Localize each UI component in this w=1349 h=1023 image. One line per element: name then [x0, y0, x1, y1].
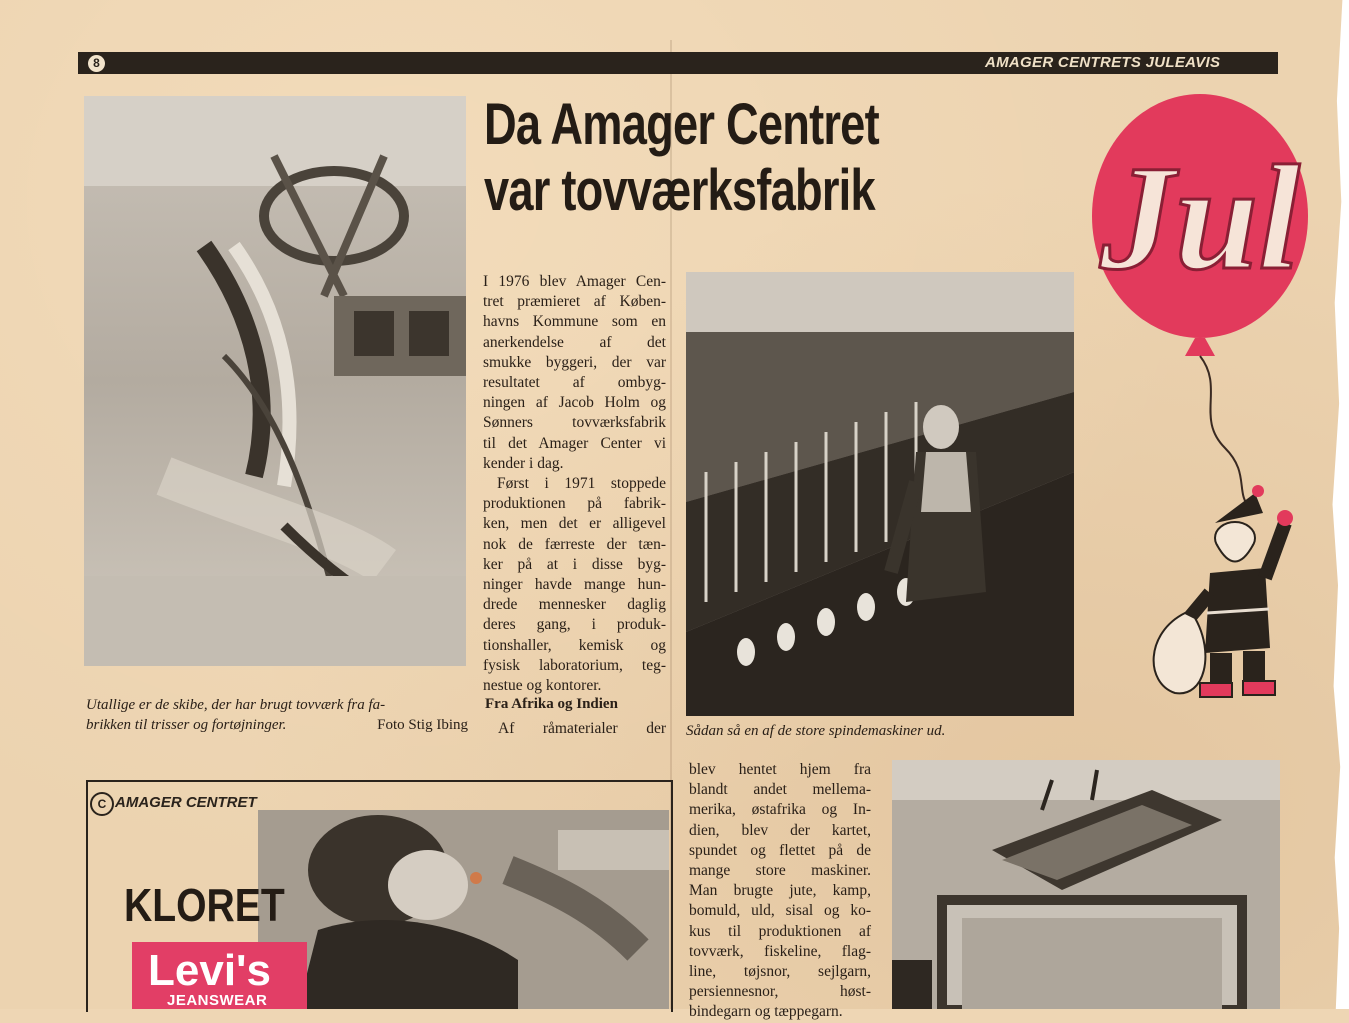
advert-headline: KLORET [124, 879, 285, 931]
article-line: blandt andet mellema- [689, 781, 871, 799]
levis-logo-box [132, 942, 307, 1009]
article-line: nestue og kontorer. [483, 677, 602, 695]
spinning-machine-photo [686, 272, 1074, 716]
headline-line-1: Da Amager Centret [484, 92, 879, 157]
article-column-1 [483, 272, 666, 696]
article-line: bomuld, uld, sisal og ko- [689, 902, 871, 920]
rope-ship-photo [84, 96, 466, 666]
article-subhead: Fra Afrika og Indien [485, 696, 618, 712]
rope-caption-line-1: Utallige er de skibe, der har brugt tovværk fra fa- [86, 697, 386, 713]
article-headline [484, 92, 879, 224]
rope-photo-caption [86, 695, 468, 735]
article-line: spundet og flettet på de [689, 841, 871, 859]
article-line: kender i dag. [483, 454, 564, 472]
article-line: deres gang, i produk- [483, 616, 666, 634]
article-line: line, tøjsnor, sejlgarn, [689, 963, 871, 981]
article-line: persiennesnor, høst- [689, 983, 871, 1001]
santa-illustration [1154, 485, 1293, 697]
article-line: bindegarn og tæppegarn. [689, 1003, 843, 1021]
article-line: ningen af Jacob Holm og [483, 394, 666, 412]
article-column-2 [689, 760, 871, 1023]
photo-credit: Foto Stig Ibing [377, 717, 468, 733]
article-line: I 1976 blev Amager Cen- [483, 273, 666, 290]
article-line: fysisk laboratorium, teg- [483, 656, 666, 674]
article-line: tionshaller, kemisk og [483, 636, 666, 654]
article-line: nok de færreste der tæn- [483, 535, 666, 553]
article-line: til det Amager Center vi [483, 434, 666, 452]
article-line: dien, blev der kartet, [689, 821, 871, 839]
levis-logo-word: Levi's [148, 946, 271, 995]
advert-photo [258, 810, 669, 1009]
article-line: blev hentet hjem fra [689, 761, 871, 778]
page-number: 8 [88, 55, 105, 72]
article-line: smukke byggeri, der var [483, 353, 666, 371]
article-line: ker på at i disse byg- [483, 555, 666, 573]
headline-line-2: var tovværksfabrik [484, 158, 875, 223]
rope-caption-line-2: brikken til trisser og fortøjninger. [86, 717, 287, 733]
jul-balloon [1085, 88, 1325, 713]
spinning-machine-caption: Sådan så en af de store spindemaskiner ud. [686, 723, 946, 739]
article-column-1-last-line: Af råmaterialer der [498, 720, 666, 737]
article-line: Først i 1971 stoppede [497, 475, 666, 493]
article-line: tovværk, fiskeline, flag- [689, 942, 871, 960]
article-line: havns Kommune som en [483, 313, 666, 331]
article-line: resultatet af ombyg- [483, 374, 666, 392]
advert-brand: AMAGER CENTRET [115, 794, 257, 811]
article-line: drede mennesker daglig [483, 596, 666, 614]
article-line: anerkendelse af det [483, 333, 666, 351]
ship-model-photo [892, 760, 1280, 1009]
article-line: ken, men det er alligevel [483, 515, 666, 533]
article-line: Sønners tovværksfabrik [483, 414, 666, 432]
article-line: kus til produktionen af [689, 922, 871, 940]
article-line: mange store maskiner. [689, 862, 871, 880]
article-line: ninger havde mange hun- [483, 576, 666, 594]
article-line: Man brugte jute, kamp, [689, 882, 871, 900]
article-line: produktionen på fabrik- [483, 495, 666, 513]
balloon-text: Jul [1099, 135, 1301, 301]
amager-centret-logo: C [90, 792, 114, 816]
article-line: merika, østafrika og In- [689, 801, 871, 819]
paper-name: AMAGER CENTRETS JULEAVIS [985, 54, 1221, 71]
article-line: tret præmieret af Køben- [483, 293, 666, 311]
levis-logo-sub: JEANSWEAR [167, 992, 268, 1009]
